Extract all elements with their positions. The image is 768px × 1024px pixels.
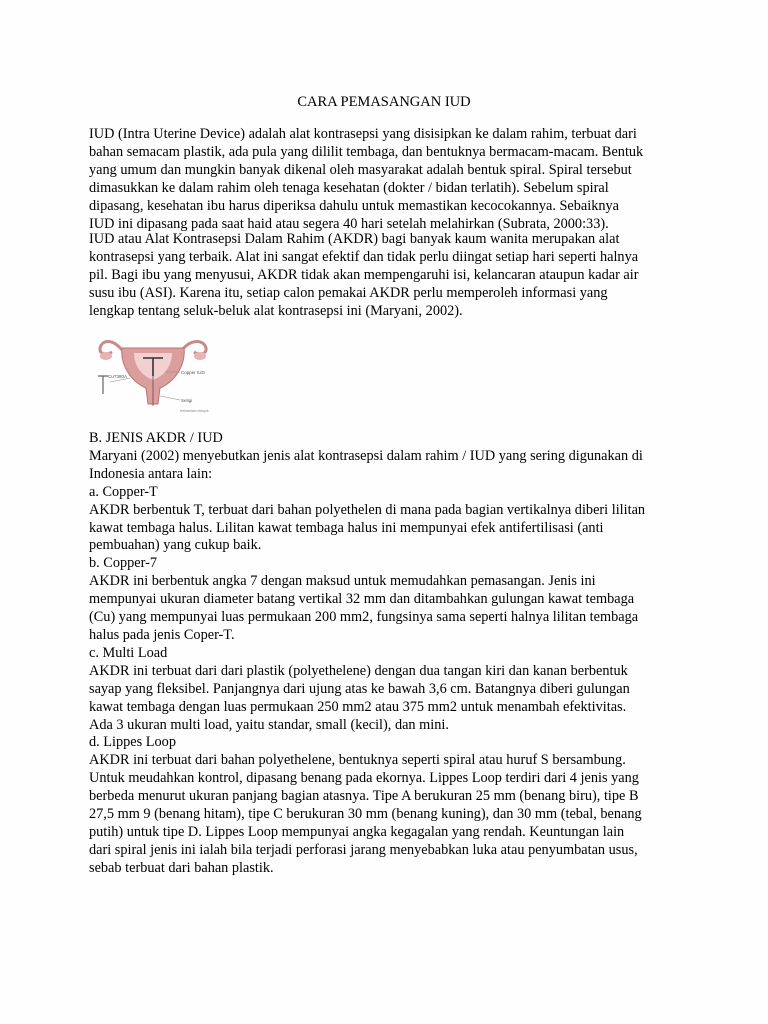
akdr-paragraph (89, 231, 689, 321)
text-line: AKDR ini berbentuk angka 7 dengan maksud untuk memudahkan pemasangan. Jenis ini (89, 573, 596, 590)
text-line: pil. Bagi ibu yang menyusui, AKDR tidak akan mempengaruhi isi, kelancaran ataupun kadar air (89, 266, 639, 283)
text-line: AKDR berbentuk T, terbuat dari bahan polyethelen di mana pada bagian vertikalnya diberi lilitan (89, 501, 646, 518)
text-line: yang umum dan mungkin banyak dikenal oleh masyarakat adalah bentuk spiral. Spiral tersebut (89, 161, 632, 178)
text-line: sayap yang fleksibel. Panjangnya dari ujung atas ke bawah 3,6 cm. Batangnya diberi gulungan (89, 680, 630, 697)
text-line: kawat tembaga halus. Lilitan kawat tembaga halus ini mempunyai efek antifertilisasi (anti (89, 519, 604, 536)
page-title: CARA PEMASANGAN IUD (297, 94, 471, 110)
intro-paragraph (89, 126, 689, 233)
text-line: c. Multi Load (89, 644, 168, 661)
text-line: mempunyai ukuran diameter batang vertikal 32 mm dan ditambahkan gulungan kawat tembaga (89, 591, 635, 608)
text-line: AKDR ini terbuat dari bahan polyethelene, bentuknya seperti spiral atau huruf S bersambung. (89, 752, 626, 769)
jenis-akdr-section (89, 430, 689, 878)
figure-label-copper: Copper IUD (181, 370, 205, 375)
uterus-iud-figure (94, 326, 222, 416)
text-line: dipasang, kesehatan ibu harus diperiksa dahulu untuk memastikan kecocokannya. Sebaiknya (89, 197, 620, 214)
text-line: AKDR ini terbuat dari dari plastik (polyethelene) dengan dua tangan kiri dan kanan berbentuk (89, 662, 628, 679)
left-ovary (100, 352, 112, 360)
text-line: B. JENIS AKDR / IUD (89, 430, 223, 446)
uterus-iud-illustration-icon (94, 326, 222, 416)
text-line: bahan semacam plastik, ada pula yang dililit tembaga, dan bentuknya bermacam-macam. Bentuk (89, 143, 644, 160)
text-line: IUD (Intra Uterine Device) adalah alat kontrasepsi yang disisipkan ke dalam rahim, terbuat dari (89, 126, 637, 142)
text-line: 27,5 mm 9 (benang hitam), tipe C berukuran 30 mm (benang kuning), dan 30 mm (tebal, benang (89, 806, 642, 823)
text-line: a. Copper-T (89, 483, 158, 500)
text-line: Ada 3 ukuran multi load, yaitu standar, small (kecil), dan mini. (89, 716, 449, 733)
text-line: susu ibu (ASI). Karena itu, setiap calon pemakai AKDR perlu memperoleh informasi yang (89, 284, 608, 301)
figure-label-source: Kehamilan ektopik (180, 409, 209, 413)
text-line: dari spiral jenis ini ialah bila terjadi perforasi jarang menyebabkan luka atau penyumbatan usus, (89, 841, 638, 858)
text-line: kontrasepsi yang terbaik. Alat ini sangat efektif dan tidak perlu diingat setiap hari seperti halnya (89, 248, 639, 265)
text-line: dimasukkan ke dalam rahim oleh tenaga kesehatan (dokter / bidan terlatih). Sebelum spiral (89, 179, 609, 196)
text-line: b. Copper-7 (89, 555, 158, 572)
text-line: sebab terbuat dari bahan plastik. (89, 859, 274, 876)
text-line: (Cu) yang mempunyai luas permukaan 200 mm2, fungsinya sama seperti halnya lilitan tembaga (89, 609, 639, 626)
text-line: lengkap tentang seluk-beluk alat kontrasepsi ini (Maryani, 2002). (89, 302, 463, 319)
text-line: berbeda menurut ukuran panjang bagian atasnya. Tipe A berukuran 25 mm (benang biru), tipe B (89, 788, 639, 805)
figure-label-setigi: Setigi (181, 398, 193, 403)
text-line: kawat tembaga dengan luas permukaan 250 mm2 atau 375 mm2 untuk menambah efektivitas. (89, 698, 627, 715)
left-tube (100, 342, 122, 355)
text-line: pembuahan) yang cukup baik. (89, 537, 262, 554)
text-line: Indonesia antara lain: (89, 465, 213, 482)
text-line: Maryani (2002) menyebutkan jenis alat kontrasepsi dalam rahim / IUD yang sering digunakan di (89, 447, 643, 464)
text-line: IUD atau Alat Kontrasepsi Dalam Rahim (AKDR) bagi banyak kaum wanita merupakan alat (89, 231, 620, 247)
right-tube (182, 342, 206, 355)
figure-label-cut: CuT380A (108, 374, 128, 379)
text-line: d. Lippes Loop (89, 734, 176, 751)
right-ovary (194, 352, 206, 360)
text-line: IUD ini dipasang pada saat haid atau segera 40 hari setelah melahirkan (Subrata, 2000:33). (89, 215, 609, 232)
t-device-sample (98, 376, 108, 394)
text-line: halus pada jenis Coper-T. (89, 626, 235, 643)
text-line: Untuk meudahkan kontrol, dipasang benang pada ekornya. Lippes Loop terdiri dari 4 jenis yang (89, 770, 639, 787)
text-line: putih) untuk tipe D. Lippes Loop mempunyai angka kegagalan yang rendah. Keuntungan lain (89, 823, 625, 840)
